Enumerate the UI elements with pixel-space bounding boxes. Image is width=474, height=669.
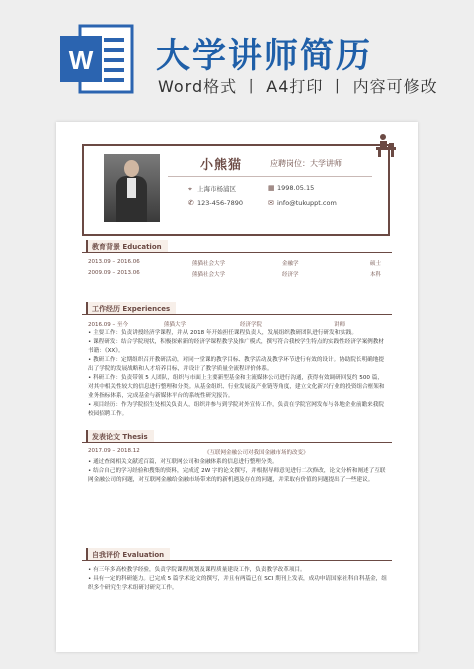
- edu-1-degree: 硕士: [370, 261, 382, 267]
- work-item: • 科研工作：负责带领 5 人团队，组织与市面上主要新型基金和主流媒体公司进行沟通，获得有效调研回复约 500 篇，对其中相关性较大的信息进行整理和分类。从基金组织、行业发展及产业链等角度，建立文化新兴行业的投资组合框架和业务指标体系，完成基金与新媒体平台的系统性研究报告。: [88, 375, 385, 399]
- banner: [0, 0, 474, 118]
- education-divider: [82, 252, 392, 253]
- work-dept: 经济学院: [240, 322, 263, 328]
- work-item: • 主要工作：负责讲授经济学课程，并从 2018 年开始担任课程负责人，发展组织教研团队进行研发和实践。: [88, 330, 357, 336]
- evaluation-details: [88, 566, 388, 593]
- evaluation-section-title: 自我评价 Evaluation: [86, 548, 170, 560]
- evaluation-item: • 有三年多高校教学经验，负责学院课程规划及课程质量建设工作，负责教学改革项目。: [88, 567, 306, 573]
- thesis-item: • 结合自己的学习经验和搜集的资料，完成近 2W 字的论文撰写，并根据导师意见进行二次修改，论文分析和阐述了互联网金融公司的问题，对互联网金融给金融市场带来的的新机遇及存在的问题，并采取有价值的问题提出了一些建议。: [88, 468, 386, 483]
- phone-info: ✆ 123-456-7890: [188, 199, 244, 207]
- education-section-title: 教育背景 Education: [86, 240, 168, 252]
- work-section-title: 工作经历 Experiences: [86, 302, 176, 314]
- thesis-section-title: 发表论文 Thesis: [86, 430, 154, 442]
- email-icon: ✉: [268, 199, 274, 207]
- thesis-item: • 通过查阅相关文献近百篇，对互联网公司和金融体系的信息进行整理分类。: [88, 459, 278, 465]
- work-item: • 项目经历：作为学院招生处相关负责人，组织并参与到学院对外宣传工作，负责在学院官网发布与各地企业前瞻来我院校园招聘工作。: [88, 402, 384, 417]
- word-document-icon: [60, 24, 138, 96]
- banner-subtitle: Word格式 丨 A4打印 丨 内容可修改: [158, 77, 438, 96]
- thesis-date: 2017.09 – 2018.12: [88, 448, 140, 454]
- edu-1-school: 熊猫社会大学: [192, 261, 226, 267]
- location-info: ⌖ 上海市杨浦区: [188, 185, 236, 193]
- evaluation-item: • 具有一定的科研能力。已完成 5 篇学术论文的撰写，并且有两篇已在 SCI 期刊上发表，成功申请国家社科自科基金，组织多个研究生学术组研讨研究工作。: [88, 576, 387, 591]
- profile-header: [82, 144, 390, 236]
- work-item: • 课程研发：结合学院现状，积极探索新的经济学课程教学及推广模式，撰写符合我校学生特点的实践性经济学案例教材书籍：《XX》。: [88, 339, 384, 354]
- edu-2-major: 经济学: [282, 272, 299, 278]
- calendar-icon: ▦: [268, 184, 275, 192]
- resume-page: [56, 122, 418, 652]
- birth-info: ▦ 1998.05.15: [268, 184, 315, 192]
- edu-1-date: 2013.09 – 2016.06: [88, 259, 140, 265]
- work-role: 讲师: [334, 322, 346, 328]
- header-divider: [168, 176, 372, 177]
- edu-2-school: 熊猫社会大学: [192, 272, 226, 278]
- location-pin-icon: ⌖: [188, 185, 192, 193]
- edu-2-degree: 本科: [370, 272, 382, 278]
- phone-icon: ✆: [188, 199, 194, 207]
- word-icon-letter: W: [68, 45, 94, 75]
- thesis-divider: [82, 442, 392, 443]
- work-details: [88, 329, 388, 419]
- evaluation-divider: [82, 560, 392, 561]
- work-divider: [82, 314, 392, 315]
- profile-photo: [104, 154, 160, 222]
- thesis-details: [88, 458, 388, 485]
- edu-1-major: 金融学: [282, 261, 299, 267]
- banner-title: 大学讲师简历: [156, 36, 372, 76]
- work-date: 2016.09 – 至今: [88, 322, 128, 328]
- candidate-name: 小熊猫: [200, 158, 243, 173]
- applied-position: 应聘岗位：大学讲师: [270, 159, 342, 168]
- work-org: 熊猫大学: [164, 322, 187, 328]
- lecturer-desk-icon: [374, 132, 398, 158]
- work-item: • 教研工作：定期组织召开教研活动，对同一堂课的教学目标、教学活动及教学环节进行有效的设计。协助院长明确地提出了学院的发展战略和人才培养目标，并设计了教学质量全流程评价体系。: [88, 357, 384, 372]
- thesis-paper-title: 《互联网金融公司对我国金融市场的改变》: [204, 450, 309, 456]
- edu-2-date: 2009.09 – 2013.06: [88, 270, 140, 276]
- email-info: ✉ info@tukuppt.com: [268, 199, 337, 207]
